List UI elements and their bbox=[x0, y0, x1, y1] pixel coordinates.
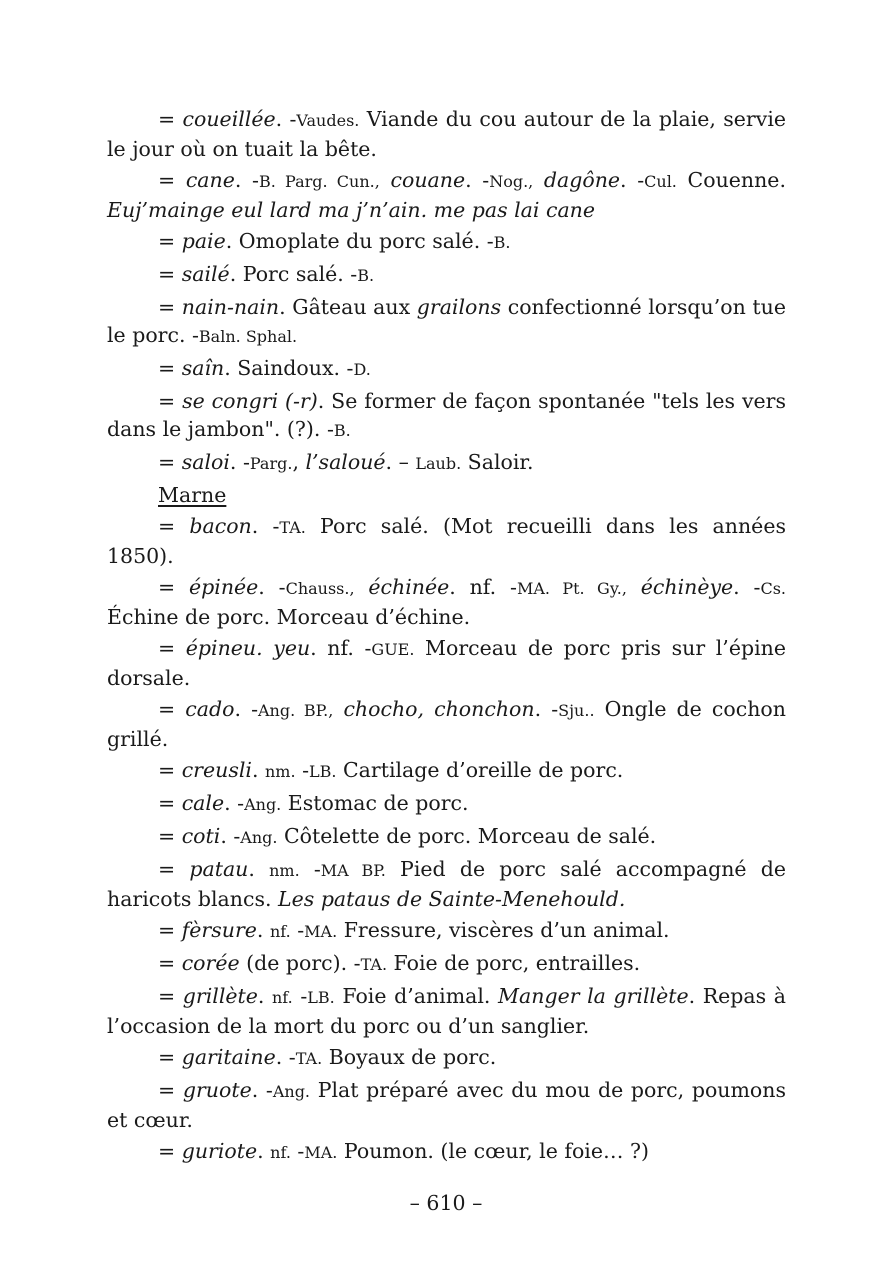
entry-text: Pied de porc salé accompagné de haricots blancs. bbox=[107, 857, 787, 911]
entry-term: échinèye bbox=[640, 575, 734, 599]
entry-text: = bbox=[158, 1078, 183, 1102]
entry-text bbox=[627, 575, 641, 599]
entry-text: Cartilage d’oreille de porc. bbox=[336, 758, 624, 782]
entry-text: . bbox=[257, 1139, 271, 1163]
entry-text: = bbox=[158, 758, 182, 782]
entry-text: confectionné lorsqu’on tue le porc. - bbox=[107, 295, 786, 347]
entry-text: = bbox=[158, 107, 183, 131]
entry-source: nm. bbox=[265, 762, 296, 781]
dictionary-entry bbox=[107, 512, 786, 570]
entry-source: MA BP. bbox=[320, 861, 386, 880]
entry-source: Ang. bbox=[244, 795, 282, 814]
entry-text bbox=[355, 575, 369, 599]
entry-source: Chauss., bbox=[285, 579, 355, 598]
entry-text: . - bbox=[229, 450, 250, 474]
entry-term: grillète bbox=[182, 984, 258, 1008]
entry-text: . Omoplate du porc salé. - bbox=[225, 229, 494, 253]
entry-term: épineu. yeu bbox=[185, 636, 311, 660]
entry-source: D. bbox=[353, 360, 371, 379]
entry-text: . Se former de façon spontanée "tels les vers dans le jambon". (?). - bbox=[107, 389, 786, 441]
entry-term: sailé bbox=[181, 262, 230, 286]
dictionary-entry bbox=[107, 387, 786, 445]
entry-term: cane bbox=[185, 168, 235, 192]
entry-text: . - bbox=[534, 697, 559, 721]
entry-text: = bbox=[158, 791, 182, 815]
entry-text: = bbox=[158, 389, 183, 413]
dictionary-entry bbox=[107, 105, 786, 163]
entry-source: B. Parg. Cun., bbox=[258, 172, 380, 191]
dictionary-entry bbox=[107, 260, 786, 290]
entry-text: . bbox=[256, 918, 270, 942]
entry-text: . - bbox=[275, 1045, 296, 1069]
entry-text: . Saindoux. - bbox=[224, 356, 354, 380]
entry-text: , bbox=[292, 450, 306, 474]
page-number: – 610 – bbox=[409, 1191, 483, 1215]
entry-text: . - bbox=[275, 107, 297, 131]
entry-source: Cul. bbox=[644, 172, 677, 191]
entry-text: . - bbox=[258, 575, 286, 599]
section-heading bbox=[107, 481, 786, 509]
entry-text: . - bbox=[224, 791, 245, 815]
entry-text: . Gâteau aux bbox=[279, 295, 417, 319]
entry-text: = bbox=[158, 1139, 182, 1163]
entry-term: fèrsure bbox=[181, 918, 257, 942]
entry-source: nf. bbox=[269, 922, 291, 941]
entry-source: Cs. bbox=[760, 579, 786, 598]
entry-text: . - bbox=[465, 168, 490, 192]
entry-text: = bbox=[158, 262, 182, 286]
entry-source: nf. bbox=[272, 988, 293, 1007]
entry-text: Saloir. bbox=[461, 450, 534, 474]
dictionary-entry bbox=[107, 756, 786, 786]
entry-source: Baln. Sphal. bbox=[198, 327, 298, 346]
entry-source: LB. bbox=[309, 762, 337, 781]
entry-text: = bbox=[158, 697, 186, 721]
entry-text: Ongle de cochon grillé. bbox=[107, 697, 786, 751]
entry-source: LB. bbox=[307, 988, 335, 1007]
entry-text: . Porc salé. - bbox=[229, 262, 358, 286]
entry-text: - bbox=[292, 984, 308, 1008]
entry-source: Laub. bbox=[415, 454, 462, 473]
entry-term: saîn bbox=[181, 356, 225, 380]
entry-text: = bbox=[158, 356, 182, 380]
entry-text: = bbox=[158, 824, 182, 848]
entry-text: . nf. - bbox=[449, 575, 517, 599]
entry-source: MA. bbox=[304, 922, 338, 941]
entry-text: - bbox=[290, 1139, 305, 1163]
entry-text bbox=[380, 168, 391, 192]
dictionary-entry bbox=[107, 1043, 786, 1073]
entry-text: = bbox=[158, 295, 182, 319]
entry-term: gruote bbox=[182, 1078, 252, 1102]
entry-source: MA. bbox=[304, 1143, 338, 1162]
entry-source: Sju.. bbox=[558, 701, 595, 720]
entry-source: TA. bbox=[279, 518, 306, 537]
entry-text: Viande du cou autour de la plaie, servie le jour où on tuait la bête. bbox=[107, 107, 787, 161]
dictionary-entry bbox=[107, 695, 786, 753]
entry-text: - bbox=[290, 918, 305, 942]
entry-source: Ang. bbox=[272, 1082, 311, 1101]
entry-text: . - bbox=[220, 824, 241, 848]
dictionary-entry bbox=[107, 916, 786, 946]
entry-text: = bbox=[158, 450, 182, 474]
entry-text: Porc salé. (Mot recueilli dans les années 1850). bbox=[107, 514, 786, 568]
entry-term: cale bbox=[181, 791, 225, 815]
entry-text: = bbox=[158, 636, 186, 660]
page-body bbox=[107, 105, 786, 1170]
dictionary-entry bbox=[107, 573, 786, 631]
entry-text: = bbox=[158, 984, 183, 1008]
entry-term: corée bbox=[181, 951, 240, 975]
entry-text: = bbox=[158, 575, 190, 599]
entry-term: garitaine bbox=[181, 1045, 276, 1069]
entry-source: Ang. bbox=[240, 828, 278, 847]
entry-text: . Repas à l’occasion de la mort du porc ou d’un sanglier. bbox=[107, 984, 786, 1038]
entry-text: (de porc). - bbox=[239, 951, 361, 975]
entry-text: Poumon. (le cœur, le foie… ?) bbox=[337, 1139, 649, 1163]
entry-term: coueillée bbox=[182, 107, 276, 131]
entry-term: échinée bbox=[368, 575, 450, 599]
entry-term: bacon bbox=[189, 514, 252, 538]
entry-term: patau bbox=[189, 857, 249, 881]
entry-term: chocho, chonchon bbox=[343, 697, 535, 721]
entry-term: guriote bbox=[181, 1139, 258, 1163]
entry-source: B. bbox=[357, 266, 375, 285]
dictionary-entry bbox=[107, 634, 786, 692]
entry-term: l’saloué bbox=[305, 450, 386, 474]
dictionary-entry bbox=[107, 227, 786, 257]
entry-term: saloi bbox=[181, 450, 230, 474]
dictionary-entry bbox=[107, 166, 786, 224]
entry-text: Foie de porc, entrailles. bbox=[387, 951, 641, 975]
entry-term: se congri (-r) bbox=[182, 389, 318, 413]
entry-text: . - bbox=[234, 168, 259, 192]
entry-text: Côtelette de porc. Morceau de salé. bbox=[277, 824, 657, 848]
entry-source: Vaudes. bbox=[296, 111, 360, 130]
dictionary-entry bbox=[107, 354, 786, 384]
section-heading-text: Marne bbox=[158, 483, 227, 507]
entry-term: Manger la grillète bbox=[498, 984, 689, 1008]
entry-term: dagône bbox=[543, 168, 621, 192]
entry-text: . - bbox=[733, 575, 761, 599]
entry-text: . - bbox=[251, 1078, 273, 1102]
entry-text: Échine de porc. Morceau d’échine. bbox=[107, 605, 471, 629]
entry-text: Foie d’animal. bbox=[334, 984, 499, 1008]
entry-source: GUE. bbox=[371, 640, 415, 659]
entry-source: B. bbox=[333, 421, 351, 440]
entry-source: TA. bbox=[295, 1049, 323, 1068]
dictionary-entry bbox=[107, 1137, 786, 1167]
entry-text: . – bbox=[385, 450, 416, 474]
entry-text: = bbox=[158, 1045, 182, 1069]
dictionary-entry bbox=[107, 1076, 786, 1134]
entry-term: Les pataus de Sainte-Menehould. bbox=[278, 887, 626, 911]
entry-text: - bbox=[299, 857, 321, 881]
entry-text: . bbox=[251, 758, 265, 782]
entry-source: MA. Pt. Gy., bbox=[516, 579, 627, 598]
entry-term: coti bbox=[181, 824, 221, 848]
entry-text: Plat préparé avec du mou de porc, poumons et cœur. bbox=[107, 1078, 786, 1132]
entry-text: = bbox=[158, 514, 190, 538]
entry-text: . - bbox=[251, 514, 280, 538]
entry-text: - bbox=[295, 758, 310, 782]
entry-text: = bbox=[158, 229, 182, 253]
entry-text: . - bbox=[234, 697, 258, 721]
entry-text: Boyaux de porc. bbox=[322, 1045, 497, 1069]
entry-text: = bbox=[158, 951, 182, 975]
entry-text bbox=[333, 697, 343, 721]
dictionary-entry bbox=[107, 822, 786, 852]
dictionary-entry bbox=[107, 293, 786, 351]
dictionary-entry bbox=[107, 789, 786, 819]
dictionary-entry bbox=[107, 949, 786, 979]
entry-source: Nog., bbox=[489, 172, 534, 191]
entry-text: Estomac de porc. bbox=[281, 791, 469, 815]
entry-source: TA. bbox=[360, 955, 388, 974]
entry-source: nm. bbox=[269, 861, 300, 880]
entry-term: creusli bbox=[181, 758, 252, 782]
dictionary-entry bbox=[107, 448, 786, 478]
entry-text: . nf. - bbox=[310, 636, 372, 660]
entry-text: . bbox=[248, 857, 270, 881]
entry-text: = bbox=[158, 857, 190, 881]
entry-text: Fressure, viscères d’un animal. bbox=[337, 918, 670, 942]
entry-text: . - bbox=[620, 168, 645, 192]
entry-source: nf. bbox=[270, 1143, 291, 1162]
entry-text: = bbox=[158, 918, 182, 942]
entry-source: Parg. bbox=[249, 454, 293, 473]
entry-term: épinée bbox=[189, 575, 259, 599]
entry-text: Morceau de porc pris sur l’épine dorsale. bbox=[107, 636, 786, 690]
entry-source: B. bbox=[493, 233, 511, 252]
entry-term: couane bbox=[390, 168, 466, 192]
dictionary-entry bbox=[107, 982, 786, 1040]
entry-term: paie bbox=[181, 229, 226, 253]
entry-term: grailons bbox=[416, 295, 502, 319]
entry-source: Ang. BP., bbox=[258, 701, 334, 720]
entry-term: nain-nain bbox=[181, 295, 280, 319]
entry-text: Couenne. bbox=[676, 168, 786, 192]
entry-term: Euj’mainge eul lard ma j’n’ain. me pas lai cane bbox=[107, 198, 595, 222]
dictionary-entry bbox=[107, 855, 786, 913]
entry-text: . bbox=[257, 984, 272, 1008]
entry-term: cado bbox=[185, 697, 235, 721]
entry-text: = bbox=[158, 168, 186, 192]
entry-text bbox=[533, 168, 544, 192]
